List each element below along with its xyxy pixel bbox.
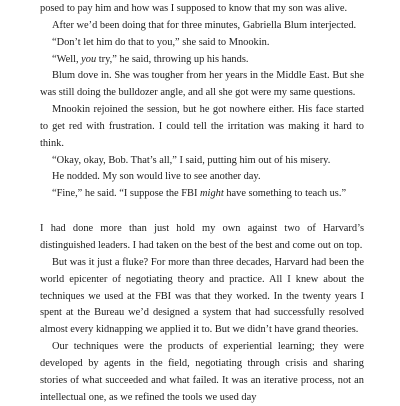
scene-section [40, 1, 364, 203]
emphasis: you [81, 53, 97, 65]
emphasis: might [200, 188, 224, 200]
text-run: “Fine,” he said. “I suppose the FBI [52, 188, 201, 200]
paragraph-7: “Okay, okay, Bob. That’s all,” I said, putting him out of his misery. [52, 154, 331, 166]
paragraph-1: posed to pay him and how was I supposed to know that my son was alive. [40, 3, 348, 14]
text-run: have something to teach us.” [223, 188, 347, 200]
paragraph-2: After we’d been doing that for three minutes, Gabriella Blum interjected. [52, 19, 357, 31]
paragraph-4 [40, 52, 364, 69]
paragraph-6: Mnookin rejoined the session, but he got nowhere either. His face started to get red with frustration. I could tell the irritation was making it hard to think. [40, 104, 364, 149]
paragraph-10: I had done more than just hold my own against two of Harvard’s distinguished leaders. I had taken on the best of the best and come out on top. [40, 223, 364, 251]
section-break [40, 203, 364, 221]
paragraph-5: Blum dove in. She was tougher from her years in the Middle East. But she was still doing the bulldozer angle, and all she got were my same questions. [40, 70, 364, 99]
paragraph-11: But was it just a fluke? For more than three decades, Harvard had been the world epicenter of negotiating theory and practice. All I knew about the techniques we used at the FBI was that they worked. In the twenty years I spent at the Bureau we’d designed a system that had successfully resolved almost every kidnapping we applied it to. But we didn’t have grand theories. [40, 256, 364, 336]
paragraph-9 [40, 186, 364, 203]
text-run: “Well, [52, 53, 82, 65]
text-run: try,” he said, throwing up his hands. [96, 53, 249, 65]
body-section [40, 221, 364, 406]
paragraph-3: “Don’t let him do that to you,” she said to Mnookin. [52, 36, 270, 48]
paragraph-12: Our techniques were the products of experiential learning; they were developed by agents in the field, negotiating through crisis and sharing stories of what succeeded and what failed. It was an iterative process, not an intellectual one, as we refined the tools we used day [40, 341, 364, 403]
paragraph-8: He nodded. My son would live to see another day. [52, 171, 261, 183]
